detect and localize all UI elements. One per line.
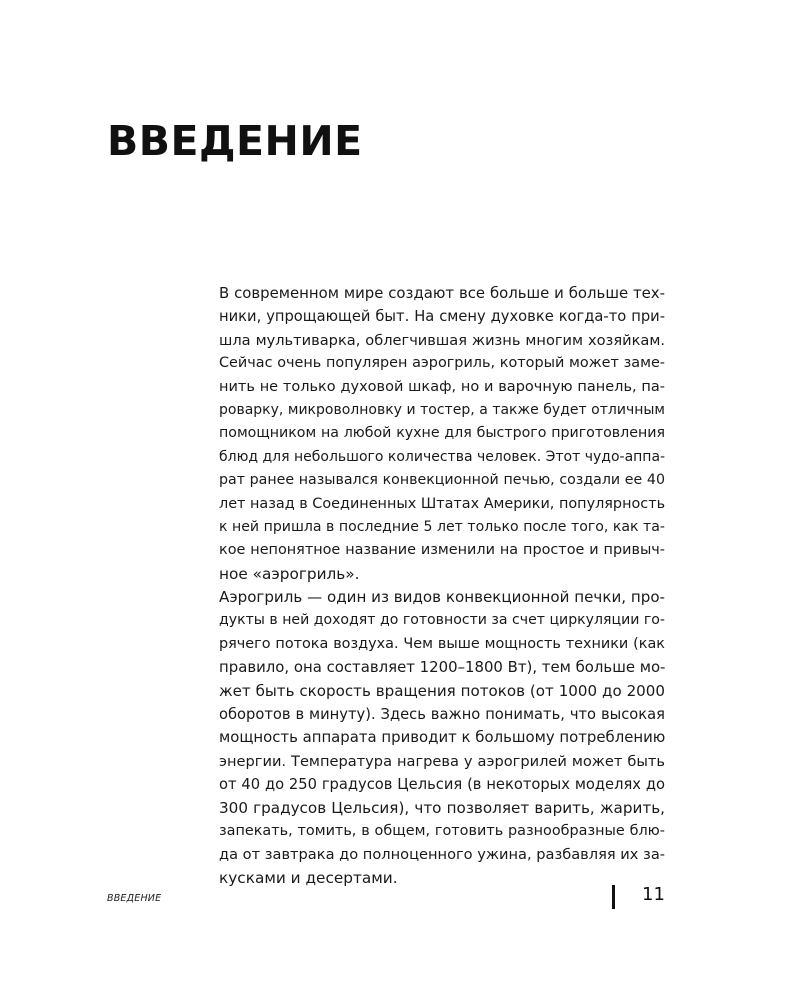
text-line: лет назад в Соединенных Штатах Америки, популярность	[219, 495, 666, 512]
text-line: кусками и десертами.	[219, 868, 398, 887]
paragraph-2	[219, 586, 665, 890]
text-line: к ней пришла в последние 5 лет только после того, как та-	[219, 518, 665, 535]
text-line: да от завтрака до полноценного ужина, разбавляя их за-	[219, 846, 666, 864]
text-line: помощником на любой кухне для быстрого приготовления	[219, 425, 665, 442]
text-line: нить не только духовой шкаф, но и варочную панель, па-	[219, 378, 665, 395]
paragraph-1	[219, 282, 665, 586]
page-number: 11	[642, 884, 665, 905]
text-line: энергии. Температура нагрева у аэрогрилей может быть	[219, 752, 665, 770]
text-line: мощность аппарата приводит к большому потреблению	[219, 728, 666, 747]
text-line: Аэрогриль — один из видов конвекционной печки, про-	[219, 588, 665, 607]
footer-divider	[612, 885, 615, 909]
text-line: 300 градусов Цельсия), что позволяет варить, жарить,	[219, 798, 665, 817]
text-line: В современном мире создают все больше и больше тех-	[219, 284, 665, 302]
text-line: рячего потока воздуха. Чем выше мощность техники (как	[219, 635, 665, 652]
footer-running-head: ВВЕДЕНИЕ	[107, 893, 162, 904]
text-line: запекать, томить, в общем, готовить разнообразные блю-	[219, 822, 665, 839]
chapter-title: ВВЕДЕНИЕ	[107, 117, 363, 165]
body-text	[219, 282, 665, 890]
text-line: кое непонятное название изменили на простое и привыч-	[219, 542, 665, 559]
text-line: оборотов в минуту). Здесь важно понимать, что высокая	[219, 706, 665, 724]
text-line: рат ранее назывался конвекционной печью, создали ее 40	[219, 472, 665, 489]
text-line: дукты в ней доходят до готовности за счет циркуляции го-	[219, 612, 666, 629]
text-line: шла мультиварка, облегчившая жизнь многим хозяйкам.	[219, 331, 665, 349]
text-line: роварку, микроволновку и тостер, а также будет отличным	[219, 401, 665, 418]
text-line: от 40 до 250 градусов Цельсия (в некоторых моделях до	[219, 776, 665, 794]
text-line: Сейчас очень популярен аэрогриль, который может заме-	[219, 355, 665, 372]
text-line: жет быть скорость вращения потоков (от 1000 до 2000	[219, 681, 665, 700]
text-line: правило, она составляет 1200–1800 Вт), тем больше мо-	[219, 658, 666, 677]
text-line: ники, упрощающей быт. На смену духовке когда-то при-	[219, 308, 665, 326]
text-line: ное «аэрогриль».	[219, 564, 360, 583]
text-line: блюд для небольшого количества человек. Этот чудо-аппа-	[219, 448, 666, 465]
